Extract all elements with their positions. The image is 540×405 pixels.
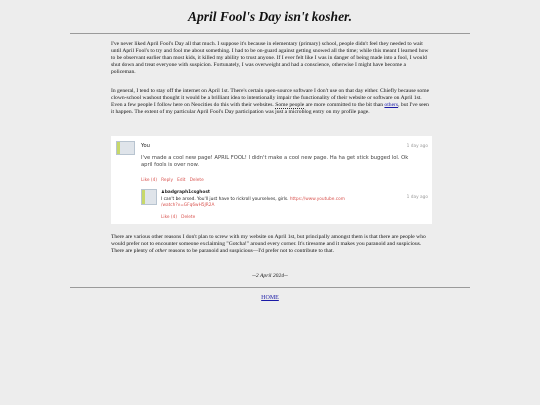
reply-time: 1 day ago (406, 195, 428, 200)
reply-delete-button[interactable]: Delete (181, 215, 196, 220)
page-title: April Fool's Day isn't kosher. (188, 9, 352, 24)
reply-like-button[interactable]: Like (4) (161, 215, 178, 220)
post-text: I've made a cool new page! APRIL FOOL! I didn't make a cool new page. Ha ha get stick bugged lol. Ok april fools is over now. (141, 155, 409, 168)
paragraph-2 (111, 88, 431, 116)
post-actions (141, 178, 204, 183)
paragraph-2-text-b: are more committed to the bit than (304, 102, 385, 109)
paragraph-1 (111, 41, 431, 76)
signature-date: --2 April 2024-- (252, 273, 288, 279)
reply-avatar[interactable] (141, 189, 157, 205)
home-link[interactable]: HOME (261, 295, 279, 301)
paragraph-2-text-a: In general, I tend to stay off the internet on April 1st. There's certain open-source software I don't use on that day either. Chiefly because some clown-school washout thought it would be a brilliant idea to intentionally impair the functionality of their website or software on April 1st. Even a few people I follow here on Neocities do this with their websites. (111, 88, 430, 109)
paragraph-2-text-c: , but I've seen it happen. The extent of my particular April Fool's Day participation was just a microblog entry on my profile page. (111, 102, 429, 116)
some-people-link[interactable]: Some people (275, 102, 305, 109)
post-time: 1 day ago (406, 144, 428, 149)
post-reply-button[interactable]: Reply (161, 178, 174, 183)
post-like-button[interactable]: Like (4) (141, 178, 158, 183)
reply-actions (161, 215, 195, 220)
embedded-post-card (111, 136, 432, 224)
paragraph-1-text: I've never liked April Fool's Day all that much. I suppose it's because in elementary (primary) school, people didn't feel they needed to wait until April Fool's to try and fool me about something. I had to be on-guard against getting snowed all the time; while this meant I learned how to be observant earlier than most kids, it killed my ability to trust anyone. If I ever felt like I was in danger of being made into a fool, I would shut down and treat everyone with suspicion. Fortunately, I was overweight and had a conscience, otherwise I might have become a policeman. (111, 41, 429, 76)
others-link[interactable]: others (384, 102, 399, 109)
post-edit-button[interactable]: Edit (177, 178, 186, 183)
reply-text: I can't be arsed. You'll just have to rickroll yourselves, girls. https://www.youtube.com /watch?v=GFq6wH5JR2A (161, 197, 345, 209)
user-avatar[interactable] (116, 141, 135, 155)
bottom-divider (70, 287, 470, 288)
youtube-link-cont[interactable]: /watch?v=GFq6wH5JR2A (161, 203, 215, 209)
post-delete-button[interactable]: Delete (189, 178, 204, 183)
reply-author[interactable]: ♟badgraph1csghost (161, 190, 210, 195)
youtube-link[interactable]: https://www.youtube.com (289, 197, 345, 202)
top-divider (70, 33, 470, 34)
user-icon: ♟ (161, 190, 165, 195)
home-nav (0, 295, 540, 301)
post-author[interactable]: You (141, 143, 150, 149)
paragraph-3: There are various other reasons I don't plan to screw with my website on April 1st, but principally amongst them is that there are people who would prefer not to encounter someone exclaiming "Gotcha!" around every corner. It's tiresome and it makes you paranoid and suspicious. There are plenty of other reasons to be paranoid and suspicious—I'd prefer not to contribute to that. (111, 234, 426, 255)
other-emphasis: other (155, 248, 167, 255)
